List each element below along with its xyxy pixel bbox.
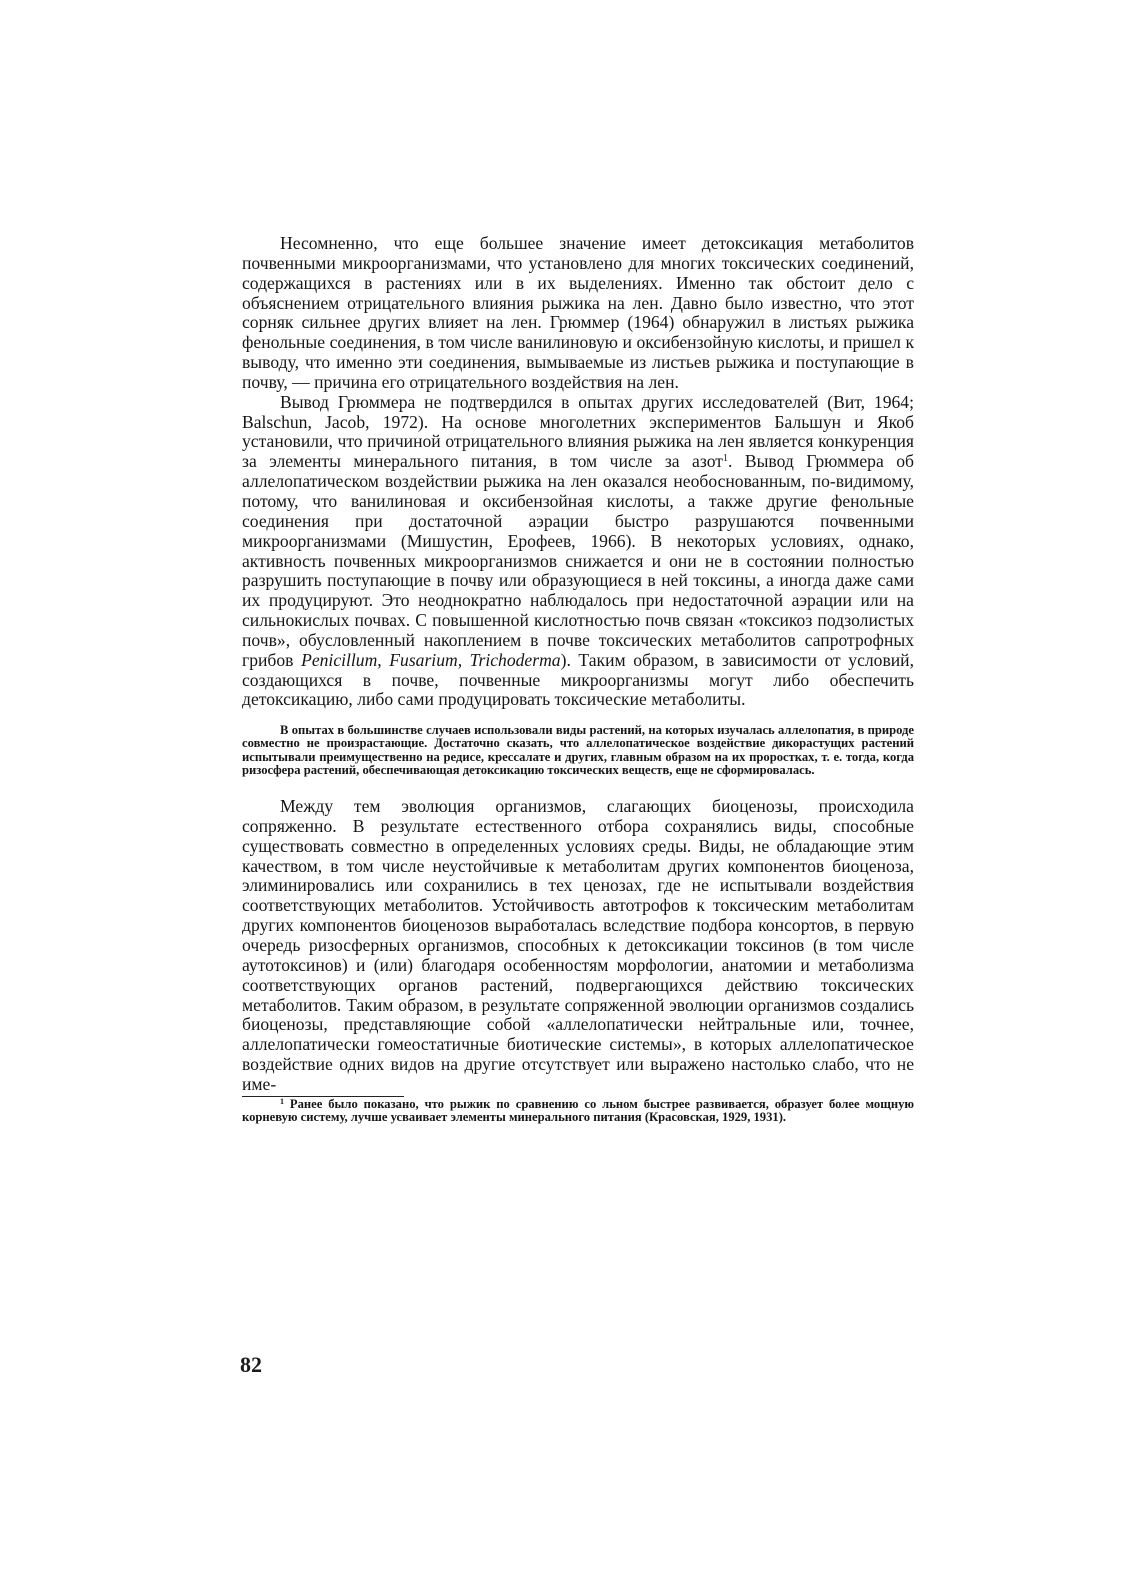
footnote-text: Ранее было показано, что рыжик по сравнению со льном быстрее развивается, образует более мощную корневую систему, лучше усваивает элементы минерального питания (Красовская, 1929, 1931).	[242, 1096, 914, 1125]
paragraph-text: ). Таким образом, в зависимости от условий, создающихся в почве, почвенные микроорганизмы могут либо обеспечить детоксикацию, либо сами продуцировать токсические метаболиты.	[242, 649, 915, 710]
paragraph-text: . Вывод Грюммера об аллелопатическом воздействии рыжика на лен оказался необоснованным, по-видимому, потому, что ванилиновая и оксибензойная кислоты, а также другие фенольные соединения при достаточной аэрации быстро разрушаются почвенными микроорганизмами (Мишустин, Ерофеев, 1966). В некоторых условиях, однако, активность почвенных микроорганизмов снижается и они не в состоянии полностью разрушить поступающие в почву или образующиеся в ней токсины, а иногда даже сами их продуцируют. Это неоднократно наблюдалось при недостаточной аэрации или на сильнокислых почвах. С повышенной кислотностью почв связан «токсикоз подзолистых почв», обусловленный накоплением в почве токсических метаболитов сапротрофных грибов	[242, 451, 914, 670]
paragraph-text: Вывод Грюммера не подтвердился в опытах других исследователей (Вит, 1964; Balschun, Jacob, 1972). На основе многолетних экспериментов Бальшун и Якоб установили, что причиной отрицательного влияния рыжика на лен является конкуренция за элементы минерального питания, в том числе за азот	[242, 391, 914, 472]
page-number: 82	[240, 1352, 262, 1377]
inset-note: В опытах в большинстве случаев использовали виды растений, на которых изучалась аллелопатия, в природе совместно не произрастающие. Достаточно сказать, что аллелопатическое воздействие дикорастущих растений испытывали преимущественно на редисе, крессалате и других, главным образом на их проростках, т. е. тогда, когда ризосфера растений, обеспечивающая детоксикацию токсических веществ, еще не сформировалась.	[242, 723, 914, 777]
footnote	[242, 1098, 914, 1125]
fungi-genera: Penicillum, Fusarium, Trichoderma	[301, 649, 561, 670]
page-body	[242, 234, 914, 1124]
footnote-mark: 1	[280, 1096, 284, 1106]
paragraph-grummer-conclusion	[242, 393, 914, 711]
paragraph-detoxification: Несомненно, что еще большее значение имеет детоксикация метаболитов почвенными микроорганизмами, что установлено для многих токсических соединений, содержащихся в растениях или в их выделениях. Именно так обстоит дело с объяснением отрицательного влияния рыжика на лен. Давно было известно, что этот сорняк сильнее других влияет на лен. Грюммер (1964) обнаружил в листьях рыжика фенольные соединения, в том числе ванилиновую и оксибензойную кислоты, и пришел к выводу, что именно эти соединения, вымываемые из листьев рыжика и поступающие в почву, — причина его отрицательного воздействия на лен.	[242, 233, 914, 392]
paragraph-coevolution: Между тем эволюция организмов, слагающих биоценозы, происходила сопряженно. В результате естественного отбора сохранялись виды, способные существовать совместно в определенных условиях среды. Виды, не обладающие этим качеством, в том числе неустойчивые к метаболитам других компонентов биоценоза, элиминировались или сохранились в тех ценозах, где не испытывали воздействия соответствующих метаболитов. Устойчивость автотрофов к токсическим метаболитам других компонентов биоценозов выработалась вследствие подбора консортов, в первую очередь ризосферных организмов, способных к детоксикации токсинов (в том числе аутотоксинов) и (или) благодаря особенностям морфологии, анатомии и метаболизма соответствующих органов растений, подвергающихся действию токсических метаболитов. Таким образом, в результате сопряженной эволюции организмов создались биоценозы, представляющие собой «аллелопатически нейтральные или, точнее, аллелопатически гомеостатичные биотические системы», в которых аллелопатическое воздействие одних видов на другие отсутствует или выражено настолько слабо, что не име-	[242, 796, 914, 1094]
footnote-reference: 1	[722, 453, 728, 465]
